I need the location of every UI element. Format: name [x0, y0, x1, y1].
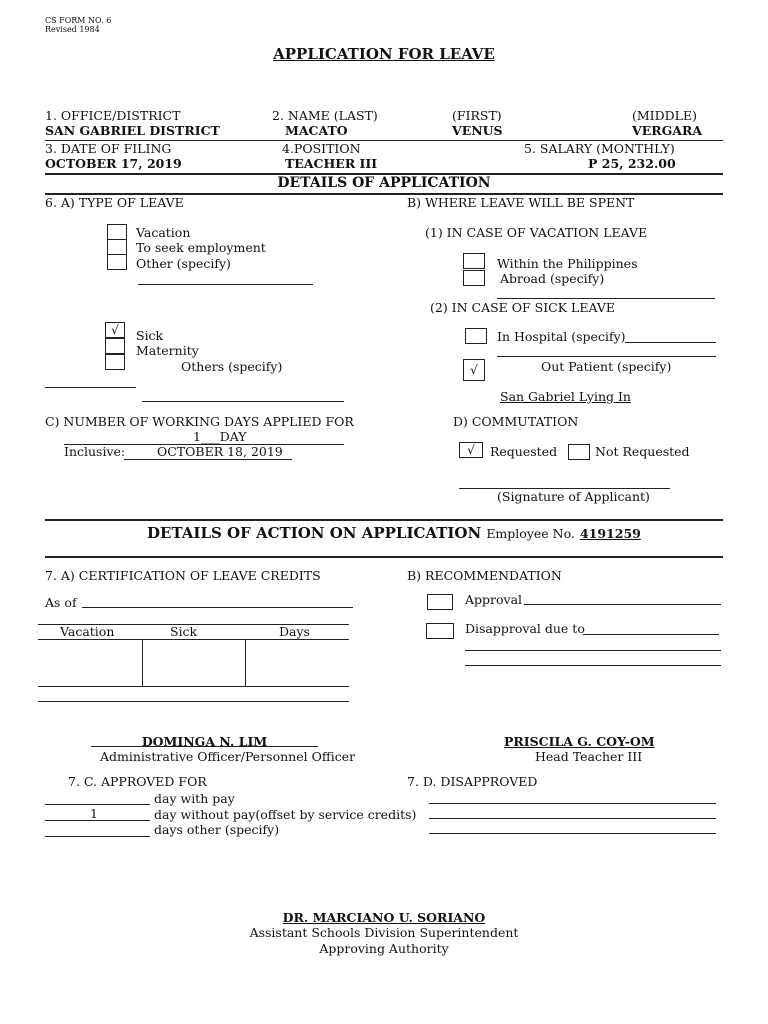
- office-value[interactable]: SAN GABRIEL DISTRICT: [45, 123, 220, 138]
- outpatient-place[interactable]: San Gabriel Lying In: [500, 389, 631, 404]
- with-pay-line[interactable]: [45, 804, 150, 805]
- sick-label: Sick: [136, 328, 164, 343]
- disapproved-label: 7. D. DISAPPROVED: [407, 774, 538, 789]
- other-days-label: days other (specify): [154, 822, 280, 837]
- seek-employment-checkbox[interactable]: [107, 239, 127, 255]
- disapproved-line-2[interactable]: [429, 818, 716, 819]
- recommendation-label: B) RECOMMENDATION: [407, 568, 562, 583]
- salary-value[interactable]: P 25, 232.00: [588, 156, 676, 171]
- others-checkbox[interactable]: [105, 354, 125, 370]
- disapproval-line-3[interactable]: [465, 665, 721, 666]
- name-last-label: 2. NAME (LAST): [272, 108, 378, 123]
- type-of-leave-label: 6. A) TYPE OF LEAVE: [45, 195, 184, 210]
- requested-label: Requested: [490, 444, 558, 459]
- name-first-value[interactable]: VENUS: [452, 123, 503, 138]
- certification-label: 7. A) CERTIFICATION OF LEAVE CREDITS: [45, 568, 321, 583]
- approval-line[interactable]: [524, 604, 721, 605]
- name-middle-label: (MIDDLE): [632, 108, 697, 123]
- name-last-value[interactable]: MACATO: [285, 123, 348, 138]
- officer-name: DOMINGA N. LIM: [141, 734, 268, 749]
- disapproved-line[interactable]: [429, 803, 716, 804]
- credits-col-days: Days: [279, 624, 310, 639]
- sick-checkbox[interactable]: √: [105, 322, 125, 338]
- credits-col-vacation: Vacation: [60, 624, 115, 639]
- name-middle-value[interactable]: VERGARA: [632, 123, 703, 138]
- without-pay-line[interactable]: [45, 820, 150, 821]
- vacation-checkbox[interactable]: [107, 224, 127, 240]
- other-checkbox[interactable]: [107, 254, 127, 270]
- authority-role: Approving Authority: [319, 941, 449, 956]
- outpatient-label: Out Patient (specify): [541, 359, 672, 374]
- authority-name: DR. MARCIANO U. SORIANO: [282, 910, 486, 925]
- disapproval-line-2[interactable]: [465, 650, 721, 651]
- outpatient-checkbox[interactable]: √: [463, 359, 485, 381]
- divider: [45, 519, 723, 521]
- head-title: Head Teacher III: [535, 749, 643, 764]
- within-philippines-checkbox[interactable]: [463, 253, 485, 269]
- abroad-label: Abroad (specify): [500, 271, 605, 286]
- office-label: 1. OFFICE/DISTRICT: [45, 108, 181, 123]
- authority-title: Assistant Schools Division Superintendent: [249, 925, 519, 940]
- approval-label: Approval: [465, 592, 523, 607]
- date-label: 3. DATE OF FILING: [45, 141, 172, 156]
- other-days-line[interactable]: [45, 836, 150, 837]
- action-heading-row: [147, 523, 641, 542]
- action-heading: DETAILS OF ACTION ON APPLICATION: [147, 524, 482, 542]
- employee-number[interactable]: 4191259: [579, 526, 641, 541]
- not-requested-checkbox[interactable]: [568, 444, 590, 460]
- working-days-value[interactable]: 1___DAY: [193, 429, 247, 444]
- others-specify-line-2[interactable]: [142, 401, 344, 402]
- maternity-label: Maternity: [136, 343, 199, 358]
- divider: [45, 556, 723, 558]
- hospital-specify-line-2[interactable]: [497, 356, 716, 357]
- credits-table-col-divider: [245, 639, 246, 686]
- signature-label: (Signature of Applicant): [497, 489, 650, 504]
- disapproval-label: Disapproval due to: [465, 621, 585, 636]
- others-label: Others (specify): [181, 359, 283, 374]
- officer-title: Administrative Officer/Personnel Officer: [100, 749, 356, 764]
- credits-table-bottom: [38, 686, 349, 687]
- head-name: PRISCILA G. COY-OM: [504, 734, 655, 749]
- approved-for-label: 7. C. APPROVED FOR: [68, 774, 207, 789]
- inclusive-value[interactable]: OCTOBER 18, 2019: [157, 444, 283, 459]
- hospital-specify-line[interactable]: [625, 342, 716, 343]
- others-specify-line[interactable]: [45, 387, 136, 388]
- name-first-label: (FIRST): [452, 108, 502, 123]
- position-value[interactable]: TEACHER III: [285, 156, 378, 171]
- without-pay-value[interactable]: 1: [90, 806, 98, 821]
- vacation-case-label: (1) IN CASE OF VACATION LEAVE: [425, 225, 648, 240]
- form-revision: Revised 1984: [45, 25, 100, 34]
- approval-checkbox[interactable]: [427, 594, 453, 610]
- date-value[interactable]: OCTOBER 17, 2019: [45, 156, 182, 171]
- abroad-specify-line[interactable]: [497, 298, 715, 299]
- position-label: 4.POSITION: [282, 141, 361, 156]
- disapproval-line[interactable]: [583, 634, 719, 635]
- without-pay-label: day without pay(offset by service credits): [154, 807, 417, 822]
- credits-table-footer-line: [38, 701, 349, 702]
- seek-employment-label: To seek employment: [136, 240, 266, 255]
- details-heading: DETAILS OF APPLICATION: [277, 175, 491, 191]
- working-days-label: C) NUMBER OF WORKING DAYS APPLIED FOR: [45, 414, 354, 429]
- credits-col-sick: Sick: [170, 624, 198, 639]
- abroad-checkbox[interactable]: [463, 270, 485, 286]
- maternity-checkbox[interactable]: [105, 338, 125, 354]
- within-philippines-label: Within the Philippines: [497, 256, 638, 271]
- other-specify-line[interactable]: [138, 284, 313, 285]
- credits-table-col-divider: [142, 639, 143, 686]
- inclusive-line: [124, 459, 292, 460]
- form-number: CS FORM NO. 6: [45, 16, 112, 25]
- vacation-label: Vacation: [136, 225, 191, 240]
- as-of-label: As of: [45, 595, 77, 610]
- commutation-label: D) COMMUTATION: [453, 414, 579, 429]
- employee-label: Employee No.: [486, 526, 575, 541]
- inclusive-label: Inclusive:: [64, 444, 126, 459]
- credits-table-header-line: [38, 639, 349, 640]
- as-of-line[interactable]: [82, 607, 353, 608]
- with-pay-label: day with pay: [154, 791, 235, 806]
- salary-label: 5. SALARY (MONTHLY): [524, 141, 675, 156]
- not-requested-label: Not Requested: [595, 444, 690, 459]
- requested-checkbox[interactable]: √: [459, 442, 483, 458]
- hospital-label: In Hospital (specify): [497, 329, 626, 344]
- disapproved-line-3[interactable]: [429, 833, 716, 834]
- where-spent-label: B) WHERE LEAVE WILL BE SPENT: [407, 195, 635, 210]
- sick-case-label: (2) IN CASE OF SICK LEAVE: [430, 300, 616, 315]
- form-title: APPLICATION FOR LEAVE: [273, 45, 495, 63]
- hospital-checkbox[interactable]: [465, 328, 487, 344]
- other-label: Other (specify): [136, 256, 231, 271]
- disapproval-checkbox[interactable]: [426, 623, 454, 639]
